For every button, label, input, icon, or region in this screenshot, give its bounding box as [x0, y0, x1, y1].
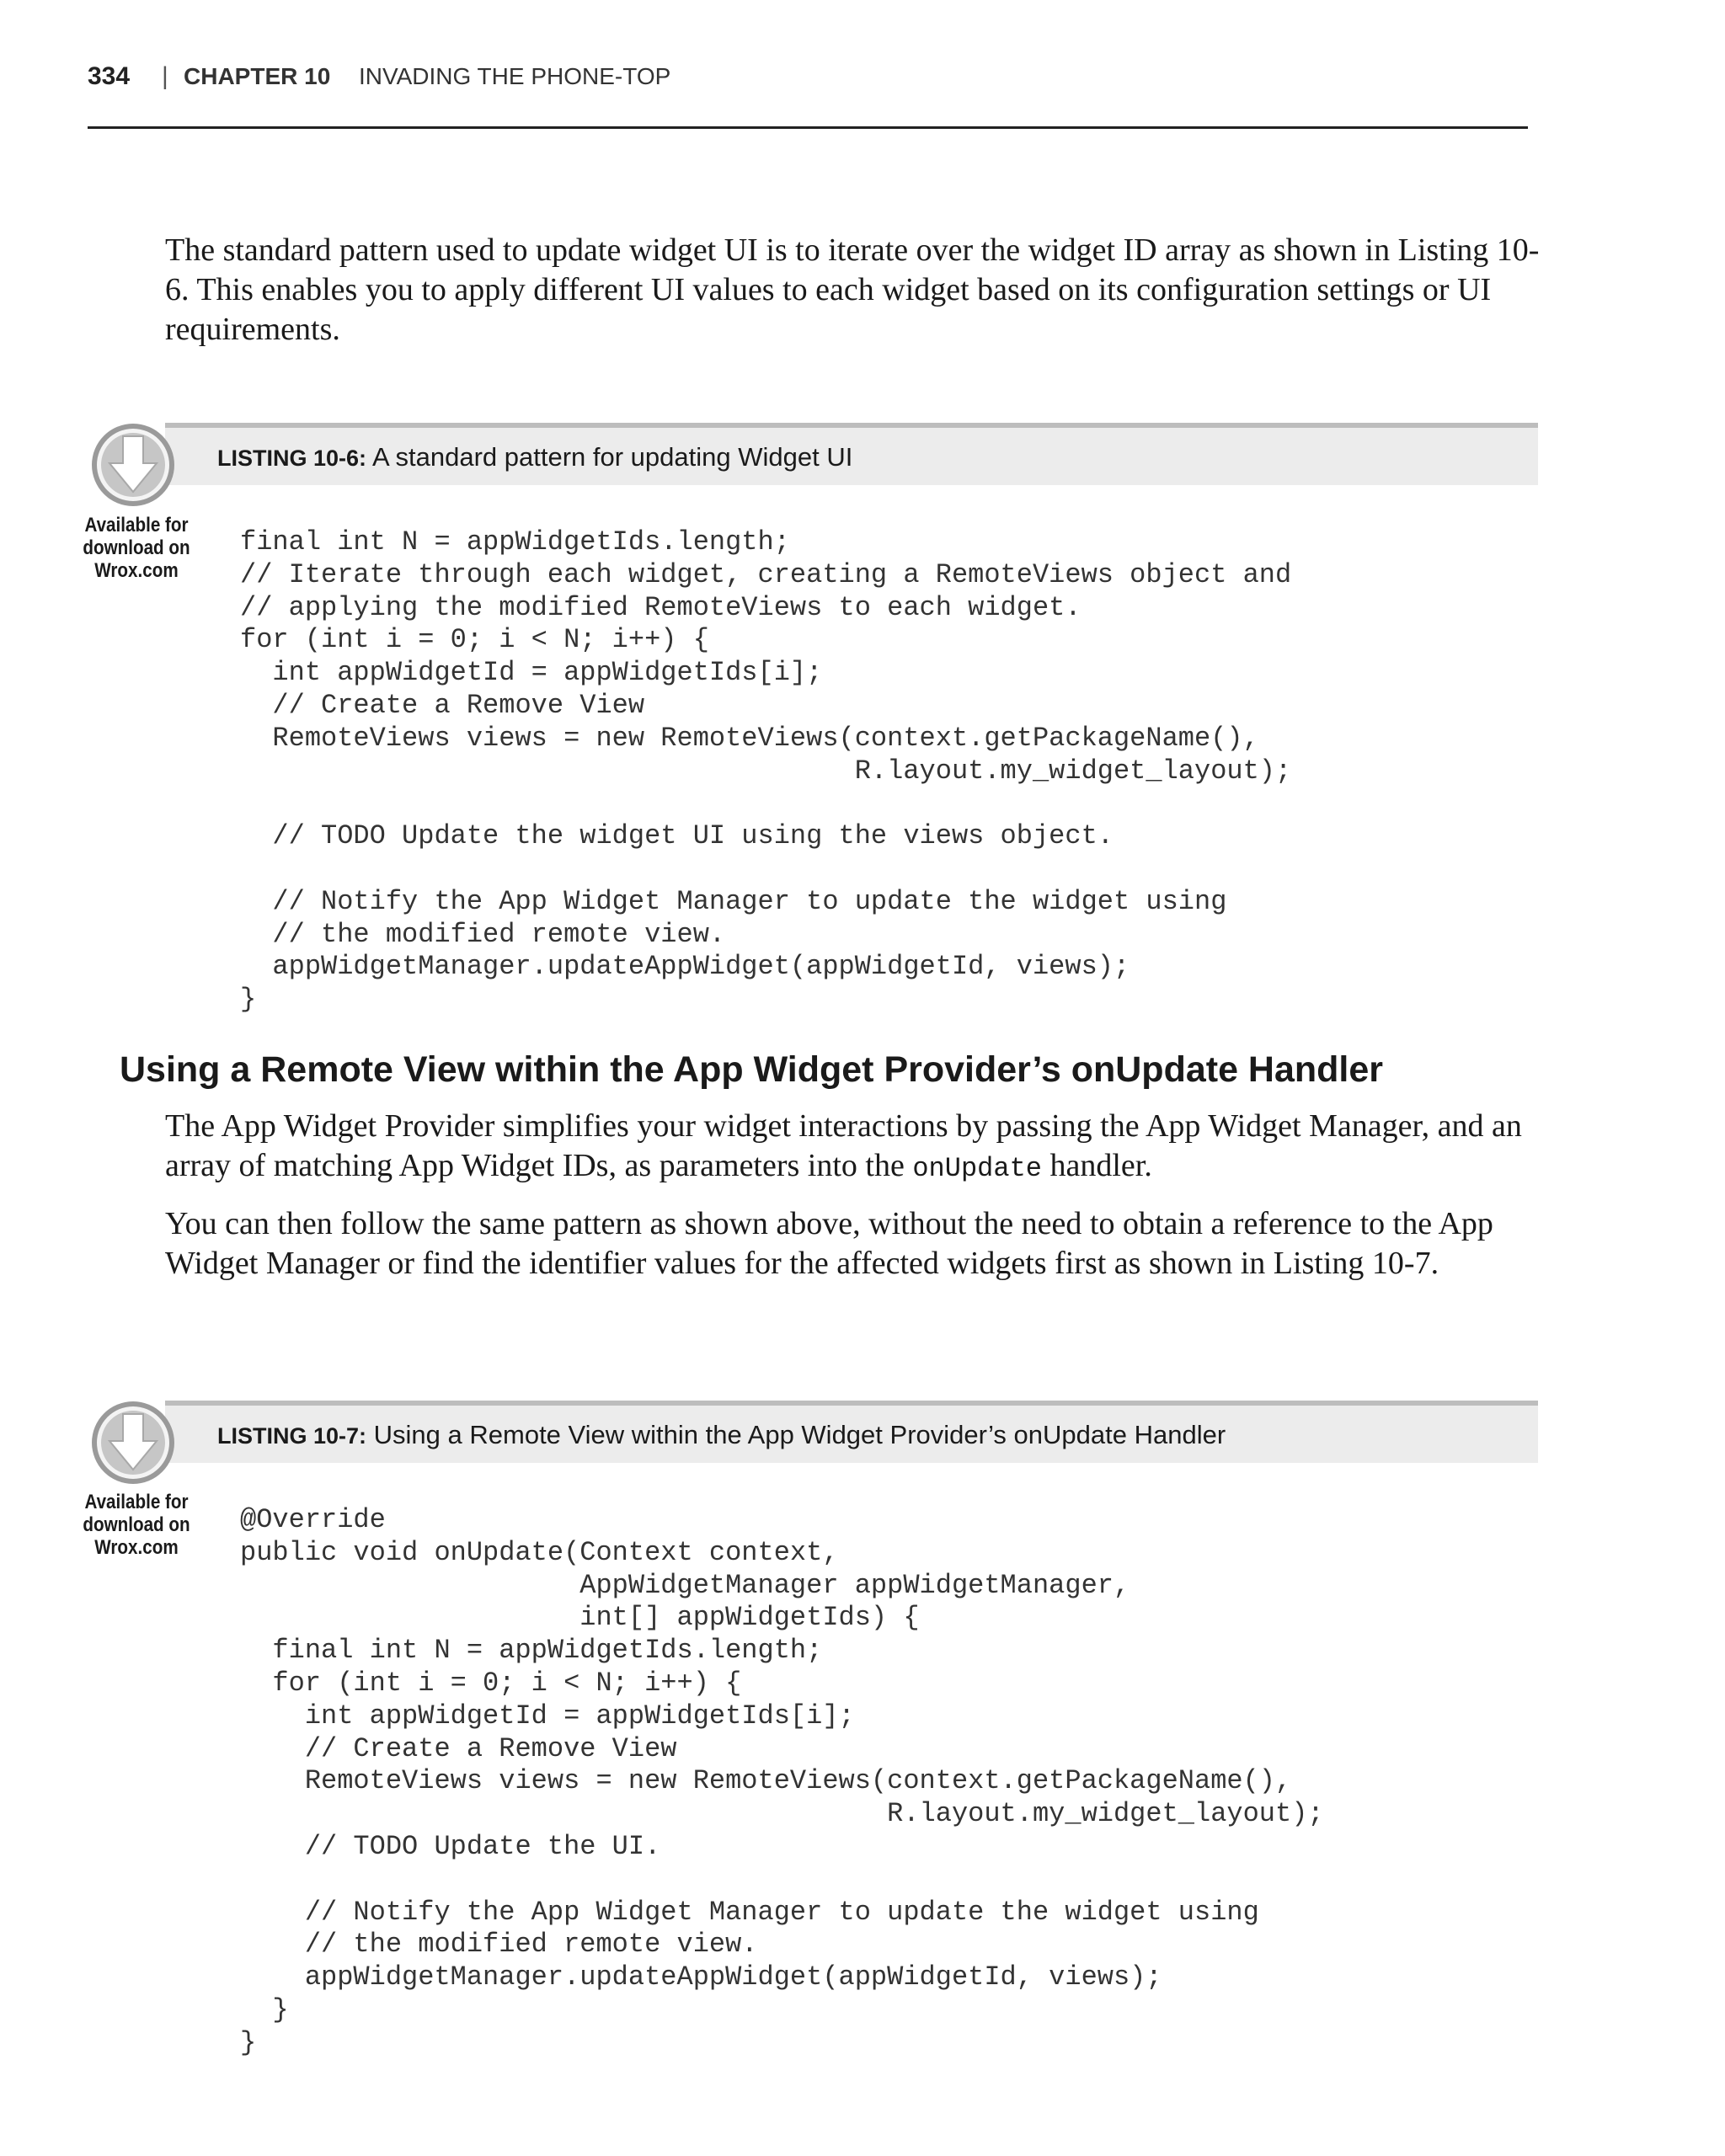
listing-10-7-caption: [217, 1420, 1226, 1450]
paragraph-text: The App Widget Provider simplifies your widget interactions by passing the App Widget Manager, and an array of matching App Widget IDs, as parameters into the: [165, 1108, 1522, 1183]
listing-10-6-code: final int N = appWidgetIds.length; // Iterate through each widget, creating a RemoteViews object and // applying the modified RemoteViews to each widget. for (int i = 0; i < N; i++) { int appWidgetId = appWidgetIds[i]; // Create a Remove View RemoteViews views = new RemoteViews(context.getPackageName(), R.layout.my_widget_layout); // TODO Update the widget UI using the views object. // Notify the App Widget Manager to update the widget using // the modified remote view. appWidgetManager.updateAppWidget(appWidgetId, views); }: [240, 526, 1292, 1016]
download-note-line: Wrox.com: [94, 559, 179, 582]
download-icon: [89, 1399, 177, 1486]
download-note-line: download on: [83, 1513, 190, 1536]
listing-10-6-titlebar: [165, 423, 1538, 485]
section-heading: Using a Remote View within the App Widget Provider’s onUpdate Handler: [120, 1049, 1384, 1090]
chapter-title: INVADING THE PHONE-TOP: [359, 63, 671, 89]
chapter-label: CHAPTER 10: [184, 63, 331, 89]
listing-10-7-label: LISTING 10-7:: [217, 1423, 367, 1449]
download-note-line: Available for: [84, 514, 189, 536]
listing-10-6-caption: [217, 442, 852, 472]
listing-10-7-titlebar: [165, 1401, 1538, 1463]
intro-paragraph: The standard pattern used to update widget UI is to iterate over the widget ID array as shown in Listing 10-6. This enables you to apply different UI values to each widget based on its configuration settings or UI requirements.: [165, 232, 1540, 347]
inline-code: onUpdate: [912, 1153, 1042, 1184]
listing-10-7-title: Using a Remote View within the App Widget Provider’s onUpdate Handler: [373, 1420, 1226, 1449]
listing-10-7-code: @Override public void onUpdate(Context context, AppWidgetManager appWidgetManager, int[] appWidgetIds) { final int N = appWidgetIds.length; for (int i = 0; i < N; i++) { int appWidgetId = appWidgetIds[i]; // Create a Remove View RemoteViews views = new RemoteViews(context.getPackageName(), R.layout.my_widget_layout); // TODO Update the UI. // Notify the App Widget Manager to update the widget using // the modified remote view. appWidgetManager.updateAppWidget(appWidgetId, views); } }: [240, 1504, 1324, 2058]
download-note: [78, 1491, 195, 1559]
section-paragraph-2: You can then follow the same pattern as shown above, without the need to obtain a reference to the App Widget Manager or find the identifier values for the affected widgets first as shown in Listing 10-7.: [165, 1206, 1493, 1281]
running-header: [88, 62, 1528, 90]
header-rule: [88, 126, 1528, 129]
listing-10-6-title: A standard pattern for updating Widget UI: [371, 442, 853, 472]
download-note-line: Available for: [84, 1491, 189, 1513]
header-separator: |: [162, 62, 168, 90]
download-note-line: Wrox.com: [94, 1536, 179, 1559]
download-icon: [89, 421, 177, 509]
section-paragraph-1: [165, 1107, 1546, 1188]
download-note-line: download on: [83, 536, 190, 559]
listing-10-6-label: LISTING 10-6:: [217, 446, 367, 471]
paragraph-text: handler.: [1041, 1148, 1152, 1183]
page-number: 334: [88, 62, 131, 90]
download-note: [78, 514, 195, 582]
